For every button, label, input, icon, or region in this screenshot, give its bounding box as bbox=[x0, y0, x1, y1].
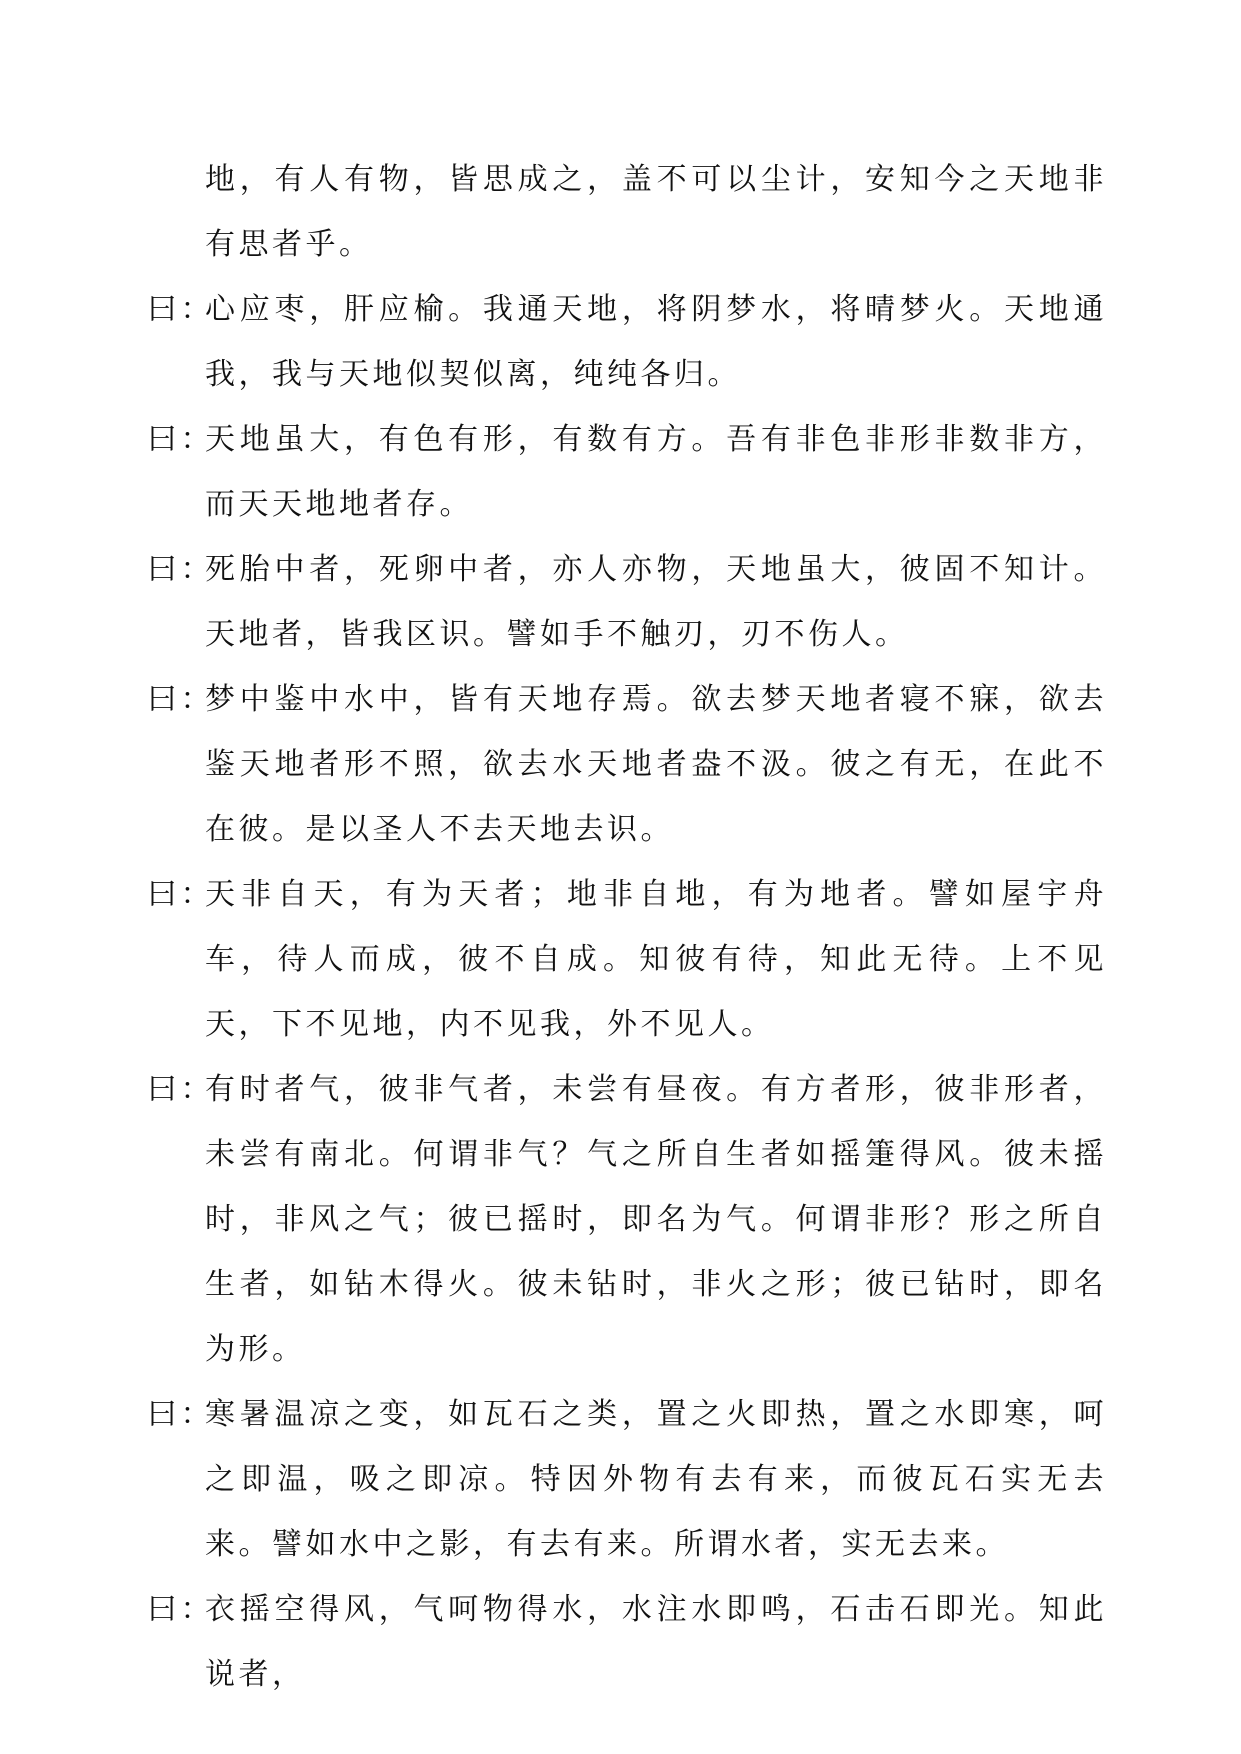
entry-text: 寒暑温凉之变，如瓦石之类，置之火即热，置之水即寒，呵之即温，吸之即凉。特因外物有去有来，而彼瓦石实无去来。譬如水中之影，有去有来。所谓水者，实无去来。 bbox=[205, 1397, 1107, 1562]
saying-entry bbox=[147, 537, 1107, 667]
entry-marker: 曰： bbox=[147, 552, 214, 587]
entry-text: 有时者气，彼非气者，未尝有昼夜。有方者形，彼非形者，未尝有南北。何谓非气？气之所自生者如摇箑得风。彼未摇时，非风之气；彼已摇时，即名为气。何谓非形？形之所自生者，如钻木得火。彼未钻时，非火之形；彼已钻时，即名为形。 bbox=[205, 1072, 1107, 1367]
saying-entry bbox=[147, 1057, 1107, 1382]
entry-text: 死胎中者，死卵中者，亦人亦物，天地虽大，彼固不知计。天地者，皆我区识。譬如手不触刃，刃不伤人。 bbox=[205, 552, 1107, 652]
entry-text: 天地虽大，有色有形，有数有方。吾有非色非形非数非方，而天天地地者存。 bbox=[205, 422, 1107, 522]
entry-text: 心应枣，肝应榆。我通天地，将阴梦水，将晴梦火。天地通我，我与天地似契似离，纯纯各归。 bbox=[205, 292, 1107, 392]
saying-entry bbox=[147, 1382, 1107, 1577]
entry-text: 衣摇空得风，气呵物得水，水注水即鸣，石击石即光。知此说者， bbox=[205, 1592, 1107, 1692]
saying-entry bbox=[147, 407, 1107, 537]
entry-text: 梦中鉴中水中，皆有天地存焉。欲去梦天地者寝不寐，欲去鉴天地者形不照，欲去水天地者盎不汲。彼之有无，在此不在彼。是以圣人不去天地去识。 bbox=[205, 682, 1107, 847]
entry-marker: 曰： bbox=[147, 1592, 214, 1627]
saying-entry bbox=[147, 862, 1107, 1057]
entry-marker: 曰： bbox=[147, 1072, 214, 1107]
document-body bbox=[147, 147, 1107, 1707]
paragraph-continuation bbox=[147, 147, 1107, 277]
saying-entry bbox=[147, 1577, 1107, 1707]
entry-marker: 曰： bbox=[147, 682, 214, 717]
entry-text: 天非自天，有为天者；地非自地，有为地者。譬如屋宇舟车，待人而成，彼不自成。知彼有待，知此无待。上不见天，下不见地，内不见我，外不见人。 bbox=[205, 877, 1107, 1042]
entry-marker: 曰： bbox=[147, 1397, 214, 1432]
saying-entry bbox=[147, 667, 1107, 862]
saying-entry bbox=[147, 277, 1107, 407]
entry-marker: 曰： bbox=[147, 292, 214, 327]
entry-marker: 曰： bbox=[147, 877, 214, 912]
entry-marker: 曰： bbox=[147, 422, 214, 457]
entry-text: 地，有人有物，皆思成之，盖不可以尘计，安知今之天地非有思者乎。 bbox=[205, 162, 1107, 262]
